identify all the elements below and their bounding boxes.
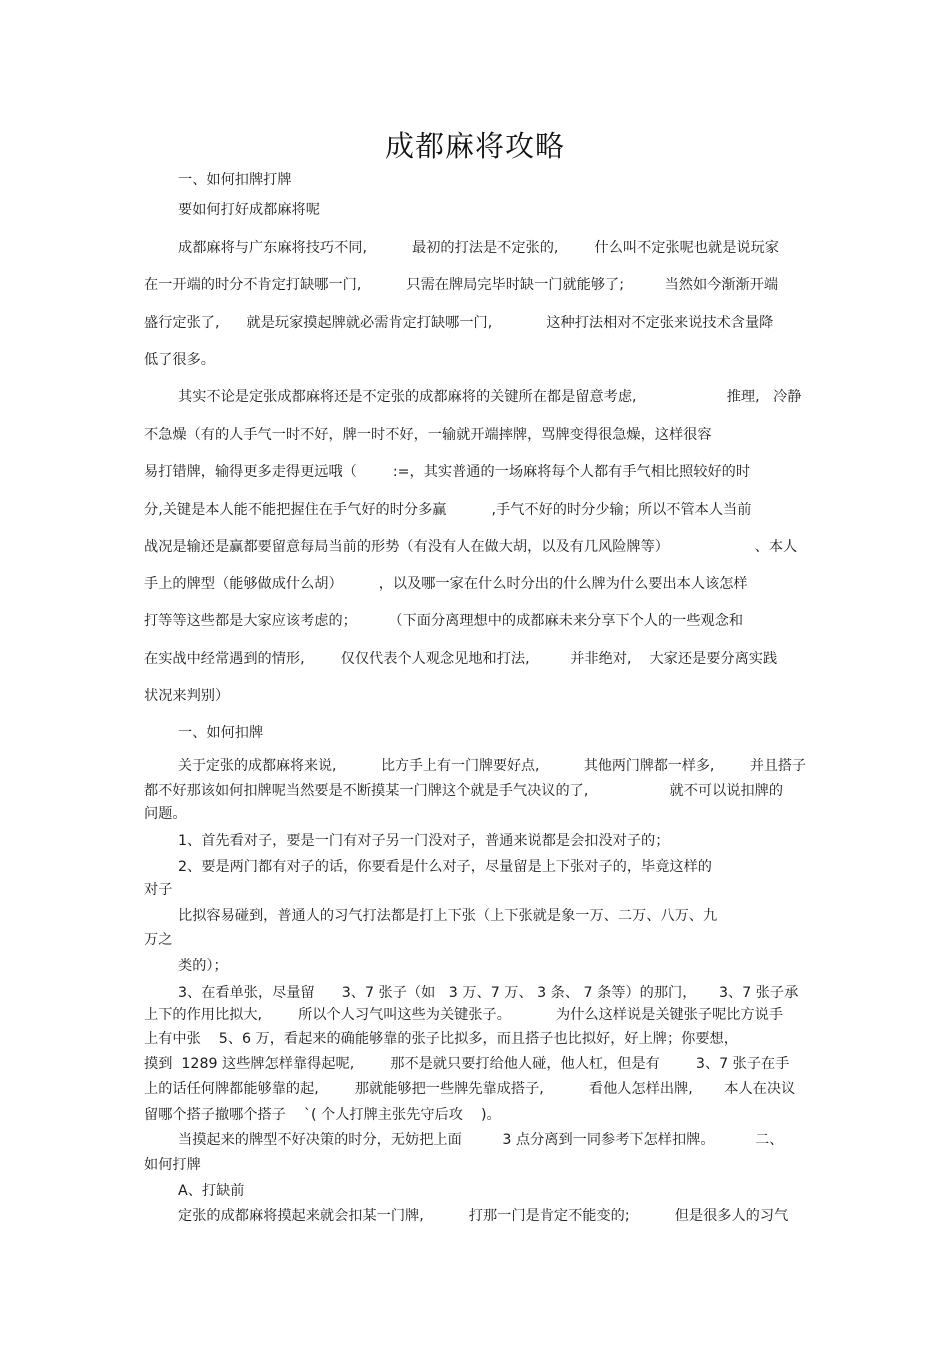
text-line: 上有中张 5、6 万，看起来的确能够靠的张子比拟多，而且搭子也比拟好，好上牌；你要想，: [144, 1031, 738, 1047]
text-line: 战况是输还是赢都要留意每局当前的形势（有没有人在做大胡，以及有几风险牌等） 、本人: [144, 539, 798, 555]
text-line: 成都麻将与广东麻将技巧不同, 最初的打法是不定张的, 什么叫不定张呢也就是说玩家: [178, 240, 779, 256]
text-line: 一、如何扣牌打牌: [178, 172, 292, 188]
text-line: 比拟容易碰到，普通人的习气打法都是打上下张（上下张就是象一万、二万、八万、九: [178, 908, 718, 924]
text-line: 万之: [144, 932, 173, 948]
text-line: 要如何打好成都麻将呢: [178, 202, 320, 218]
text-line: 对子: [144, 882, 173, 898]
text-line: 打等等这些都是大家应该考虑的； （下面分离理想中的成都麻未来分享下个人的一些观念和: [144, 613, 744, 629]
text-line: 在一开端的时分不肯定打缺哪一门, 只需在牌局完毕时缺一门就能够了; 当然如今渐渐开端: [144, 277, 779, 293]
text-line: 手上的牌型（能够做成什么胡） ，以及哪一家在什么时分出的什么牌为什么要出本人该怎样: [144, 576, 748, 592]
text-line: 关于定张的成都麻将来说, 比方手上有一门牌要好点, 其他两门牌都一样多, 并且搭子: [178, 758, 806, 774]
text-line: 其实不论是定张成都麻将还是不定张的成都麻将的关键所在都是留意考虑, 推理, 冷静: [178, 389, 802, 405]
text-line: 都不好那该如何扣牌呢当然要是不断摸某一门牌这个就是手气决议的了, 就不可以说扣牌的: [144, 783, 784, 799]
text-line: 定张的成都麻将摸起来就会扣某一门牌, 打那一门是肯定不能变的; 但是很多人的习气: [178, 1208, 789, 1224]
text-line: 摸到 1289 这些牌怎样靠得起呢, 那不是就只要打给他人碰，他人杠，但是有 3、7 张子在手: [144, 1056, 790, 1072]
text-line: 上下的作用比拟大, 所以个人习气叫这些为关键张子。 为什么这样说是关键张子呢比方说手: [144, 1007, 784, 1023]
section-heading: A、打缺前: [178, 1183, 245, 1199]
text-line: 状况来判别）: [144, 688, 230, 704]
text-line: 盛行定张了, 就是玩家摸起牌就必需肯定打缺哪一门, 这种打法相对不定张来说技术含量降: [144, 315, 774, 331]
text-line: 在实战中经常遇到的情形, 仅仅代表个人观念见地和打法, 并非绝对, 大家还是要分离实践: [144, 651, 778, 667]
text-line: 类的）；: [178, 958, 228, 974]
text-line: 问题。: [144, 806, 187, 822]
text-line: 分,关键是本人能不能把握住在手气好的时分多赢 ,手气不好的时分少输；所以不管本人当前: [144, 502, 752, 518]
text-line: 2、要是两门都有对子的话，你要看是什么对子，尽量留是上下张对子的，毕竟这样的: [178, 859, 712, 875]
text-line: 易打错牌，输得更多走得更远哦（ :=，其实普通的一场麻将每个人都有手气相比照较好的时: [144, 464, 751, 480]
text-line: 3、在看单张，尽量留 3、7 张子（如 3 万、7 万、 3 条、 7 条等）的那门， 3、7 张子承: [178, 985, 799, 1001]
text-line: 当摸起来的牌型不好决策的时分，无妨把上面 3 点分离到一同参考下怎样扣牌。 二、: [178, 1132, 784, 1148]
document-title: 成都麻将攻略: [384, 129, 565, 163]
text-line: 如何打牌: [144, 1157, 201, 1173]
text-line: 低了很多。: [144, 352, 215, 368]
text-line: 1、首先看对子，要是一门有对子另一门没对子，普通来说都是会扣没对子的；: [178, 833, 670, 849]
text-line: 上的话任何牌都能够靠的起, 那就能够把一些牌先靠成搭子, 看他人怎样出牌, 本人在决议: [144, 1081, 796, 1097]
text-line: 留哪个搭子撤哪个搭子 `( 个人打牌主张先守后攻 )。: [144, 1107, 501, 1123]
section-heading: 一、如何扣牌: [178, 725, 264, 741]
text-line: 不急燥（有的人手气一时不好，牌一时不好，一输就开端摔牌，骂牌变得很急燥，这样很容: [144, 427, 712, 443]
